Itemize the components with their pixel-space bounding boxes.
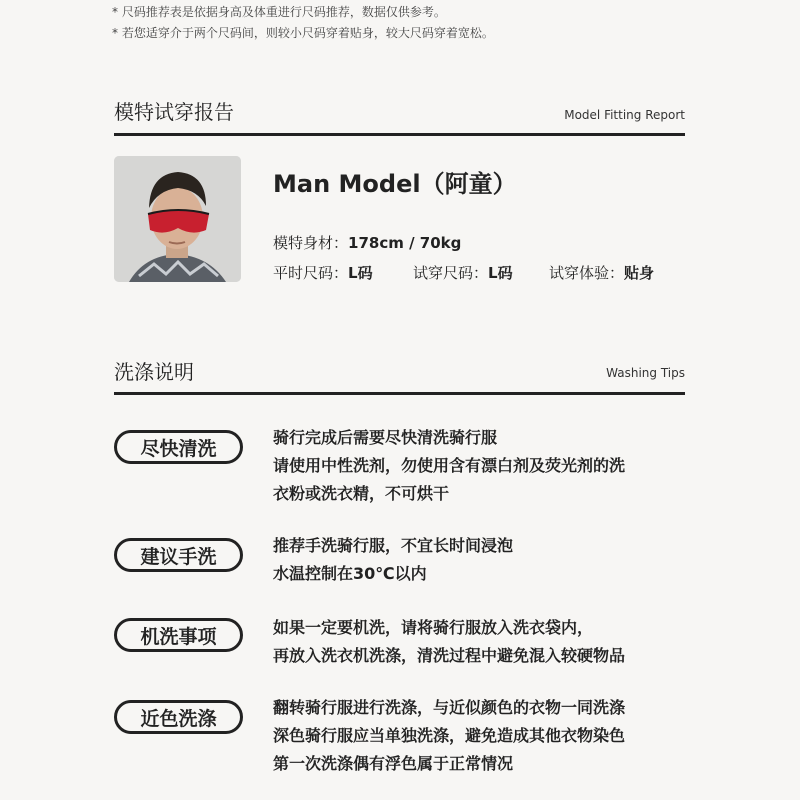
- fit-experience: [549, 262, 654, 283]
- tip-text-wash-soon: [273, 424, 693, 508]
- body-spec: [273, 232, 461, 253]
- try-size: [413, 262, 513, 283]
- experience-label: 试穿体验：: [549, 264, 625, 282]
- tip-line: 第一次洗涤偶有浮色属于正常情况: [273, 754, 514, 773]
- tip-badge-wash-soon: 尽快清洗: [114, 430, 243, 464]
- tip-badge-similar-colors: 近色洗涤: [114, 700, 243, 734]
- tip-line: 请使用中性洗剂，勿使用含有漂白剂及荧光剂的洗: [273, 456, 626, 475]
- size-notes: [112, 2, 494, 44]
- body-label: 模特身材：: [273, 234, 349, 252]
- tip-line: 推荐手洗骑行服，不宜长时间浸泡: [273, 536, 514, 555]
- tip-text-machine-wash: [273, 614, 693, 670]
- washing-title: 洗涤说明: [114, 360, 194, 384]
- usual-size-value: L码: [348, 264, 373, 282]
- try-size-label: 试穿尺码：: [413, 264, 489, 282]
- tip-line: 水温控制在30℃以内: [273, 564, 427, 583]
- tip-text-hand-wash: [273, 532, 693, 588]
- usual-size-label: 平时尺码：: [273, 264, 349, 282]
- note-line: * 尺码推荐表是依据身高及体重进行尺码推荐，数据仅供参考。: [112, 5, 446, 19]
- fitting-divider: [114, 133, 685, 136]
- experience-value: 贴身: [624, 264, 655, 282]
- washing-title-en: Washing Tips: [606, 366, 685, 380]
- usual-size: [273, 262, 373, 283]
- note-line: * 若您适穿介于两个尺码间，则较小尺码穿着贴身，较大尺码穿着宽松。: [112, 26, 494, 40]
- fitting-title: 模特试穿报告: [114, 100, 234, 124]
- model-name: Man Model（阿童）: [273, 170, 517, 198]
- tip-line: 翻转骑行服进行洗涤，与近似颜色的衣物一同洗涤: [273, 698, 626, 717]
- washing-header: [114, 356, 685, 396]
- tip-line: 衣粉或洗衣精，不可烘干: [273, 484, 450, 503]
- tip-line: 骑行完成后需要尽快清洗骑行服: [273, 428, 498, 447]
- tip-badge-machine-wash: 机洗事项: [114, 618, 243, 652]
- washing-divider: [114, 392, 685, 395]
- try-size-value: L码: [488, 264, 513, 282]
- model-photo: [114, 156, 241, 282]
- fitting-title-en: Model Fitting Report: [564, 108, 685, 122]
- tip-text-similar-colors: [273, 694, 693, 778]
- body-value: 178cm / 70kg: [348, 234, 462, 252]
- fitting-header: [114, 96, 685, 136]
- tip-line: 再放入洗衣机洗涤，清洗过程中避免混入较硬物品: [273, 646, 626, 665]
- tip-line: 如果一定要机洗，请将骑行服放入洗衣袋内，: [273, 618, 594, 637]
- tip-line: 深色骑行服应当单独洗涤，避免造成其他衣物染色: [273, 726, 626, 745]
- tip-badge-hand-wash: 建议手洗: [114, 538, 243, 572]
